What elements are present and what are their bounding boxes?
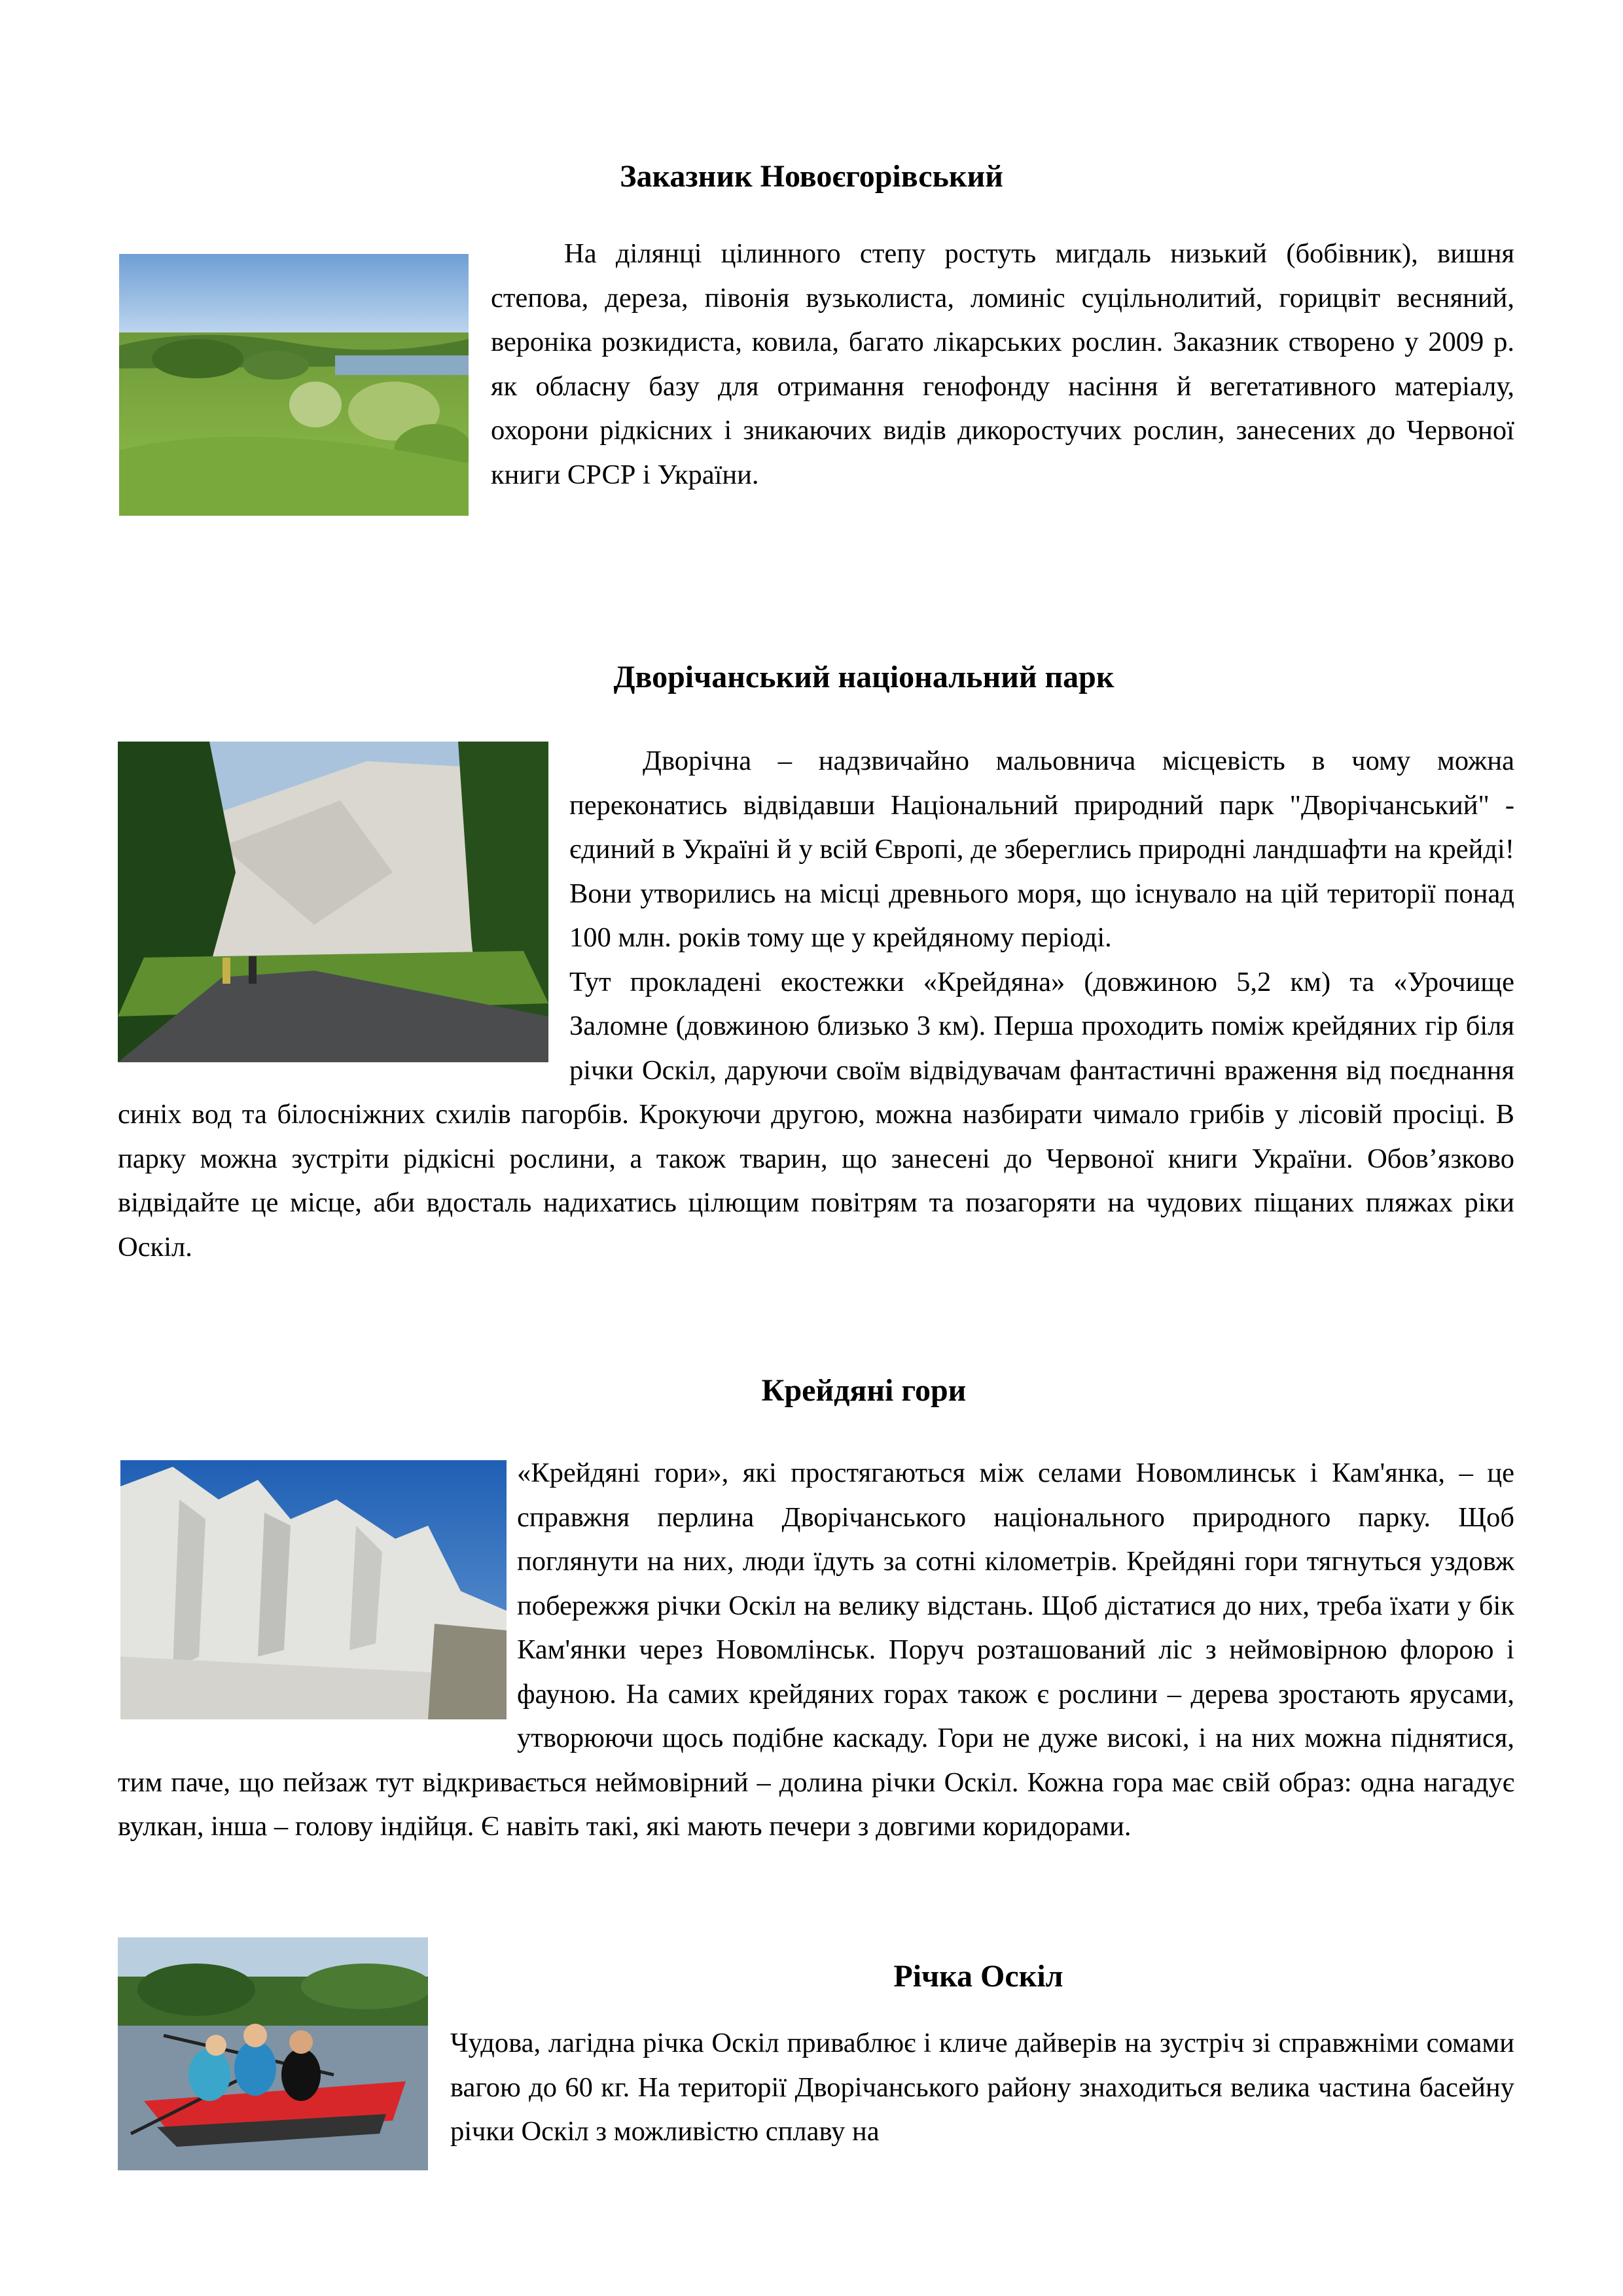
section-title-novoiehorivskyi: Заказник Новоєгорівський: [620, 159, 1003, 194]
steppe-photo: [119, 254, 469, 516]
section4-paragraph: Чудова, лагідна річка Оскіл приваблює і кличе дайверів на зустріч зі справжніми сомами вагою до 60 кг. На території Дворічанського району знаходиться велика частина басейну річки Оскіл з можливістю сплаву на: [450, 2028, 1514, 2147]
section4-text: [450, 2021, 1514, 2154]
section3-text: [118, 1451, 1514, 1849]
section-title-chalk-mountains: Крейдяні гори: [761, 1373, 967, 1408]
chalk-mountains-photo: [120, 1460, 507, 1719]
section1-paragraph: На ділянці цілинного степу ростуть мигдаль низький (бобівник), вишня степова, дереза, півонія вузьколиста, ломиніс суцільнолитий, горицвіт весняний, вероніка розкидиста, ковила, багато лікарських рослин. Заказник створено у 2009 р. як обласну базу для отримання генофонду насіння й вегетативного матеріалу, охорони рідкісних і зникаючих видів дикоростучих рослин, занесених до Червоної книги СРСР і України.: [491, 238, 1514, 490]
section2-paragraph-2: Тут прокладені екостежки «Крейдяна» (довжиною 5,2 км) та «Урочище Заломне (довжиною близько 3 км). Перша проходить поміж крейдяних гір біля річки Оскіл, даруючи своїм відвідувачам фантастичні враження від поєднання синіх вод та білосніжних схилів пагорбів. Крокуючи другою, можна назбирати чимало грибів у лісовій просіці. В парку можна зустріти рідкісні рослини, а також тварин, що занесені до Червоної книги України. Обов’язково відвідайте це місце, аби вдосталь надихатись цілющим повітрям та позагоряти на чудових піщаних пляжах ріки Оскіл.: [118, 966, 1514, 1263]
section1-text: [491, 232, 1514, 497]
section-title-dvorichanskyi-park: Дворічанський національний парк: [613, 660, 1115, 694]
chalk-hill-road-photo: [118, 742, 548, 1062]
section2-paragraph-1: Дворічна – надзвичайно мальовнича місцевість в чому можна переконатись відвідавши Національний природний парк "Дворічанський" - єдиний в Україні й у всій Європі, де збереглись природні ландшафти на крейді! Вони утворились на місці древнього моря, що існувало на цій території понад 100 млн. років тому ще у крейдяному періоді.: [569, 745, 1514, 953]
kayaking-photo: [118, 1937, 428, 2170]
section-title-oskil-river: Річка Оскіл: [893, 1959, 1063, 1994]
section3-paragraph: «Крейдяні гори», які простягаються між селами Новомлинськ і Кам'янка, – це справжня перлина Дворічанського національного природного парку. Щоб поглянути на них, люди їдуть за сотні кілометрів. Крейдяні гори тягнуться уздовж побережжя річки Оскіл на велику відстань. Щоб дістатися до них, треба їхати у бік Кам'янки через Новомлінськ. Поруч розташований ліс з неймовірною флорою і фауною. На самих крейдяних горах також є рослини – дерева зростають ярусами, утворюючи щось подібне каскаду. Гори не дуже високі, і на них можна піднятися, тим паче, що пейзаж тут відкривається неймовірний – долина річки Оскіл. Кожна гора має свій образ: одна нагадує вулкан, інша – голову індійця. Є навіть такі, які мають печери з довгими коридорами.: [118, 1458, 1514, 1842]
section2-text: [118, 739, 1514, 1269]
